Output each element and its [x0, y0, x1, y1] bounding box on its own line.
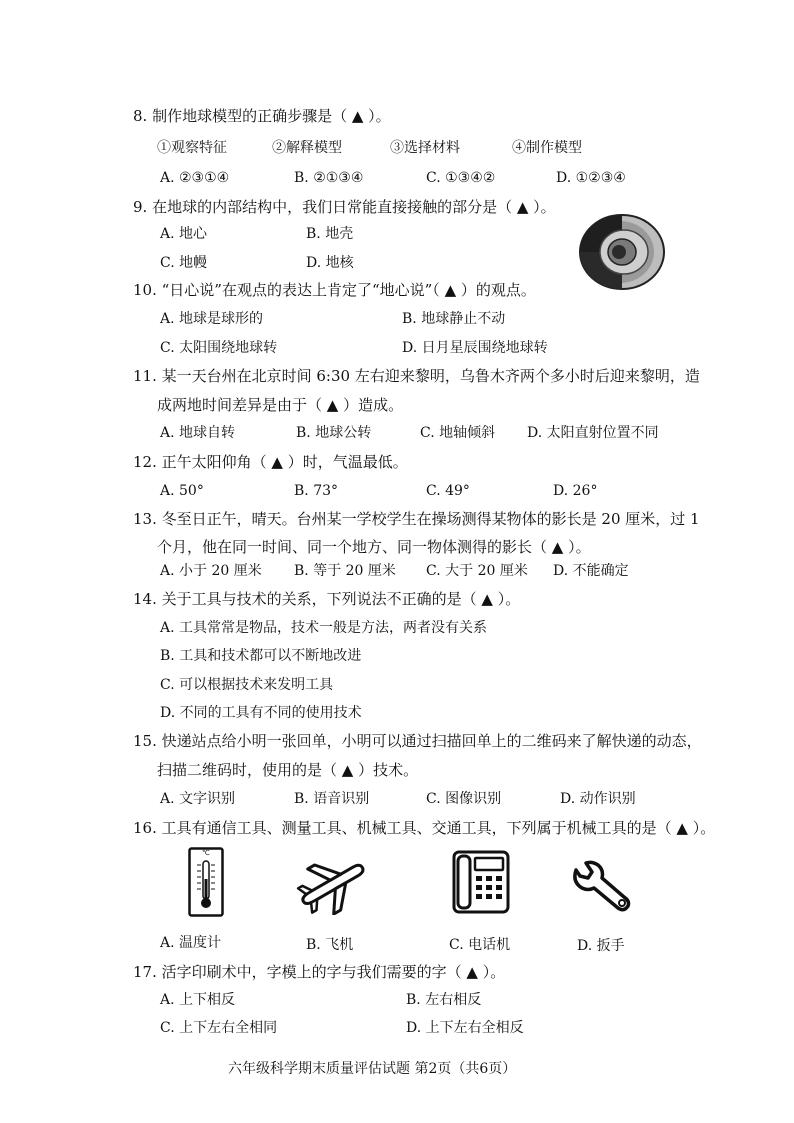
- q16-option-d: D. 扳手: [577, 938, 625, 954]
- q9-option-a: A. 地心: [160, 226, 208, 242]
- earth-cross-section-icon: [574, 212, 666, 292]
- q9-option-c: C. 地幔: [160, 255, 208, 271]
- q16-option-b: B. 飞机: [306, 937, 354, 953]
- q11-option-d: D. 太阳直射位置不同: [527, 425, 659, 441]
- q14-option-b: B. 工具和技术都可以不断地改进: [160, 648, 362, 664]
- telephone-icon: [452, 850, 510, 914]
- q13-option-a: A. 小于 20 厘米: [160, 563, 262, 579]
- q17-option-c: C. 上下左右全相同: [160, 1020, 278, 1036]
- q10-option-b: B. 地球静止不动: [402, 311, 506, 327]
- thermometer-icon: [188, 847, 224, 917]
- q13-option-c: C. 大于 20 厘米: [426, 563, 528, 579]
- airplane-icon: [295, 855, 369, 915]
- question-15-stem: 15. 快递站点给小明一张回单，小明可以通过扫描回单上的二维码来了解快递的动态，: [133, 732, 702, 750]
- q11-option-c: C. 地轴倾斜: [420, 425, 496, 441]
- q16-option-c: C. 电话机: [449, 937, 511, 953]
- q12-option-b: B. 73°: [294, 483, 339, 499]
- question-11-stem: 11. 某一天台州在北京时间 6:30 左右迎来黎明，乌鲁木齐两个多小时后迎来黎明，造: [133, 367, 700, 385]
- q8-item-2: ②解释模型: [272, 140, 342, 156]
- page-footer: 六年级科学期末质量评估试题 第2页（共6页）: [228, 1061, 517, 1077]
- question-8-stem: 8. 制作地球模型的正确步骤是（ ▲ ）。: [133, 107, 391, 125]
- q17-option-a: A. 上下相反: [160, 992, 236, 1008]
- q17-option-b: B. 左右相反: [406, 992, 482, 1008]
- q8-item-1: ①观察特征: [157, 140, 227, 156]
- question-12-stem: 12. 正午太阳仰角（ ▲ ）时，气温最低。: [133, 453, 408, 471]
- q16-option-a: A. 温度计: [160, 935, 222, 951]
- q8-item-4: ④制作模型: [512, 140, 582, 156]
- q13-option-d: D. 不能确定: [553, 563, 629, 579]
- q8-option-d: D. ①②③④: [556, 170, 626, 186]
- q12-option-d: D. 26°: [553, 483, 598, 499]
- question-15-stem-cont: 扫描二维码时，使用的是（ ▲ ）技术。: [157, 761, 419, 779]
- q9-option-b: B. 地壳: [306, 226, 354, 242]
- thermometer-unit-label: ℃: [202, 849, 210, 857]
- q10-option-d: D. 日月星辰围绕地球转: [402, 340, 548, 356]
- wrench-icon: [568, 860, 634, 916]
- question-10-stem: 10. “日心说”在观点的表达上肯定了“地心说”（ ▲ ）的观点。: [133, 281, 536, 299]
- q15-option-c: C. 图像识别: [426, 791, 502, 807]
- q9-option-d: D. 地核: [306, 255, 354, 271]
- question-16-stem: 16. 工具有通信工具、测量工具、机械工具、交通工具，下列属于机械工具的是（ ▲ ）。: [133, 819, 716, 837]
- q10-option-c: C. 太阳围绕地球转: [160, 340, 278, 356]
- q12-option-c: C. 49°: [426, 483, 470, 499]
- question-13-stem: 13. 冬至日正午，晴天。台州某一学校学生在操场测得某物体的影长是 20 厘米，过 1: [133, 510, 700, 528]
- q17-option-d: D. 上下左右全相反: [406, 1020, 524, 1036]
- q8-option-c: C. ①③④②: [426, 170, 496, 186]
- q10-option-a: A. 地球是球形的: [160, 311, 264, 327]
- q14-option-a: A. 工具常常是物品，技术一般是方法，两者没有关系: [160, 620, 488, 636]
- q8-item-3: ③选择材料: [390, 140, 460, 156]
- q13-option-b: B. 等于 20 厘米: [294, 563, 396, 579]
- q8-option-b: B. ②①③④: [294, 170, 364, 186]
- question-14-stem: 14. 关于工具与技术的关系，下列说法不正确的是（ ▲ ）。: [133, 590, 521, 608]
- question-13-stem-cont: 个月，他在同一时间、同一个地方、同一物体测得的影长（ ▲ ）。: [157, 538, 591, 556]
- q11-option-b: B. 地球公转: [296, 425, 372, 441]
- q15-option-a: A. 文字识别: [160, 791, 236, 807]
- q14-option-c: C. 可以根据技术来发明工具: [160, 677, 334, 693]
- q15-option-d: D. 动作识别: [560, 791, 636, 807]
- question-11-stem-cont: 成两地时间差异是由于（ ▲ ）造成。: [157, 396, 404, 414]
- q12-option-a: A. 50°: [160, 483, 204, 499]
- q14-option-d: D. 不同的工具有不同的使用技术: [160, 705, 362, 721]
- q11-option-a: A. 地球自转: [160, 425, 236, 441]
- q8-option-a: A. ②③①④: [160, 170, 230, 186]
- question-9-stem: 9. 在地球的内部结构中，我们日常能直接接触的部分是（ ▲ ）。: [133, 198, 556, 216]
- question-17-stem: 17. 活字印刷术中，字模上的字与我们需要的字（ ▲ ）。: [133, 963, 506, 981]
- q15-option-b: B. 语音识别: [294, 791, 370, 807]
